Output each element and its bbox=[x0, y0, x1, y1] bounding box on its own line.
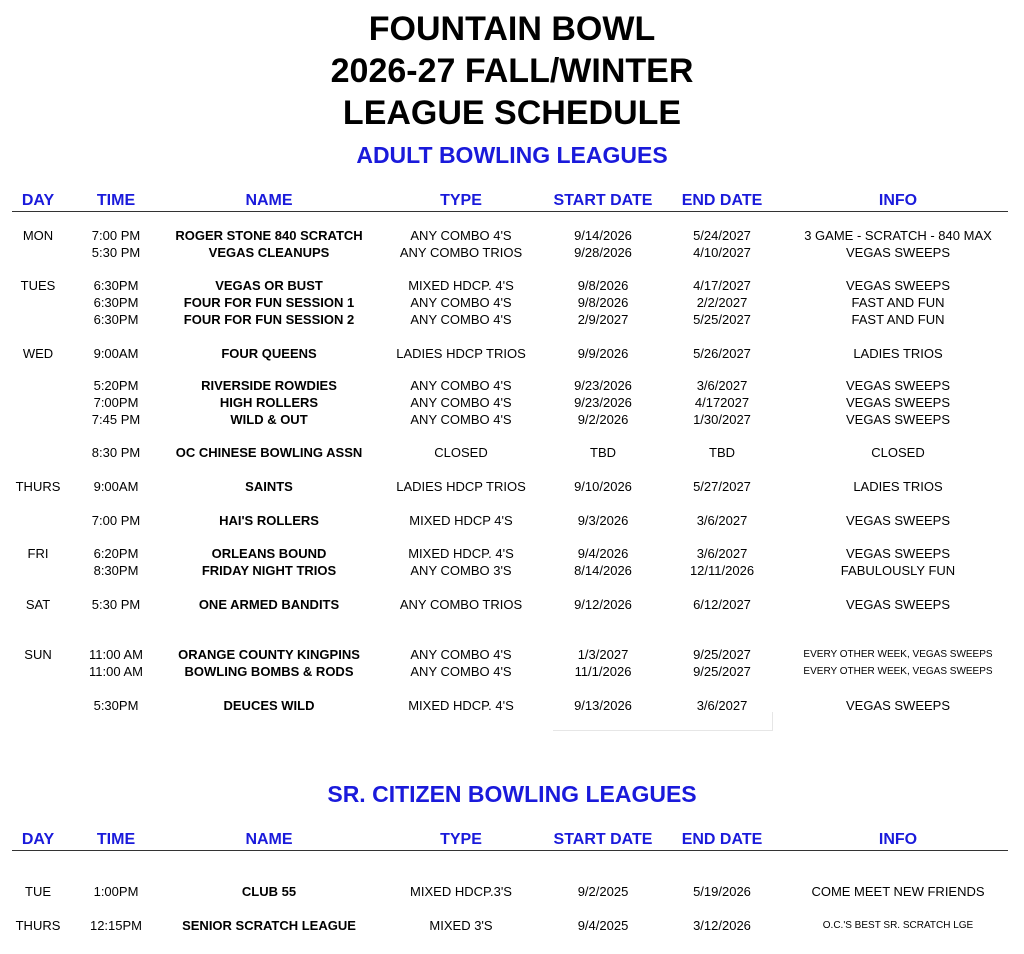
cell-start: 9/4/2026 bbox=[577, 546, 629, 561]
cell-info: VEGAS SWEEPS bbox=[845, 698, 951, 713]
column-header-name: NAME bbox=[245, 831, 293, 848]
cell-end: 5/25/2027 bbox=[693, 312, 751, 327]
cell-start: 9/8/2026 bbox=[577, 295, 629, 310]
cell-time: 5:20PM bbox=[93, 378, 139, 393]
cell-info: VEGAS SWEEPS bbox=[845, 597, 951, 612]
cell-end: 9/25/2027 bbox=[693, 664, 751, 679]
cell-name: ORANGE COUNTY KINGPINS bbox=[178, 647, 360, 662]
cell-end: 4/17/2027 bbox=[693, 278, 751, 293]
table-row bbox=[0, 478, 1024, 496]
cell-name: DEUCES WILD bbox=[223, 698, 315, 713]
column-header-time: TIME bbox=[96, 192, 136, 209]
cell-info: VEGAS SWEEPS bbox=[845, 412, 951, 427]
table-row bbox=[0, 244, 1024, 262]
cell-name: FOUR FOR FUN SESSION 1 bbox=[183, 295, 355, 310]
page-title-line-1: FOUNTAIN BOWL bbox=[368, 10, 656, 48]
cell-time: 5:30 PM bbox=[91, 597, 141, 612]
cell-name: VEGAS OR BUST bbox=[215, 278, 323, 293]
cell-end: 5/19/2026 bbox=[693, 884, 751, 899]
cell-start: 9/23/2026 bbox=[574, 378, 632, 393]
column-header-info: INFO bbox=[878, 831, 918, 848]
cell-type: MIXED 3'S bbox=[429, 918, 493, 933]
cell-type: MIXED HDCP 4'S bbox=[409, 513, 513, 528]
cell-end: TBD bbox=[709, 445, 735, 460]
cell-start: 9/14/2026 bbox=[574, 228, 632, 243]
cell-end: 6/12/2027 bbox=[693, 597, 751, 612]
table-row bbox=[0, 345, 1024, 363]
cell-name: HIGH ROLLERS bbox=[219, 395, 319, 410]
cell-type: ANY COMBO 4'S bbox=[410, 295, 512, 310]
cell-time: 9:00AM bbox=[93, 346, 139, 361]
column-header-day: DAY bbox=[21, 192, 55, 209]
cell-border-artifact bbox=[553, 712, 773, 731]
cell-day: FRI bbox=[27, 546, 49, 561]
cell-end: 5/27/2027 bbox=[693, 479, 751, 494]
cell-info: VEGAS SWEEPS bbox=[845, 513, 951, 528]
table-row bbox=[0, 444, 1024, 462]
column-header-end-date: END DATE bbox=[681, 192, 763, 209]
table-row bbox=[0, 697, 1024, 715]
cell-start: 9/23/2026 bbox=[574, 395, 632, 410]
cell-info: LADIES TRIOS bbox=[853, 346, 943, 361]
cell-info: CLOSED bbox=[871, 445, 925, 460]
cell-time: 12:15PM bbox=[89, 918, 143, 933]
cell-info: VEGAS SWEEPS bbox=[845, 378, 951, 393]
cell-name: FOUR QUEENS bbox=[221, 346, 317, 361]
cell-start: 1/3/2027 bbox=[577, 647, 629, 662]
cell-time: 7:00 PM bbox=[91, 228, 141, 243]
cell-end: 5/26/2027 bbox=[693, 346, 751, 361]
table-row bbox=[0, 917, 1024, 935]
senior-section-heading: SR. CITIZEN BOWLING LEAGUES bbox=[327, 781, 697, 807]
cell-time: 9:00AM bbox=[93, 479, 139, 494]
cell-start: 2/9/2027 bbox=[577, 312, 629, 327]
cell-start: 9/4/2025 bbox=[577, 918, 629, 933]
cell-time: 11:00 AM bbox=[89, 647, 143, 662]
cell-day: SUN bbox=[24, 647, 52, 662]
cell-time: 5:30 PM bbox=[91, 245, 141, 260]
cell-info: O.C.'S BEST SR. SCRATCH LGE bbox=[822, 920, 974, 931]
cell-name: OC CHINESE BOWLING ASSN bbox=[175, 445, 363, 460]
cell-type: ANY COMBO 4'S bbox=[410, 378, 512, 393]
cell-time: 7:00 PM bbox=[91, 513, 141, 528]
cell-time: 8:30PM bbox=[93, 563, 139, 578]
cell-name: SENIOR SCRATCH LEAGUE bbox=[182, 918, 356, 933]
cell-info: FAST AND FUN bbox=[851, 312, 945, 327]
cell-end: 5/24/2027 bbox=[693, 228, 751, 243]
cell-time: 7:00PM bbox=[93, 395, 139, 410]
cell-start: 9/2/2026 bbox=[577, 412, 629, 427]
cell-start: 8/14/2026 bbox=[574, 563, 632, 578]
cell-type: ANY COMBO 4'S bbox=[410, 647, 512, 662]
table-row bbox=[0, 545, 1024, 563]
column-header-start-date: START DATE bbox=[553, 831, 653, 848]
cell-name: BOWLING BOMBS & RODS bbox=[184, 664, 354, 679]
cell-start: 9/12/2026 bbox=[574, 597, 632, 612]
cell-info: VEGAS SWEEPS bbox=[845, 245, 951, 260]
cell-time: 8:30 PM bbox=[91, 445, 141, 460]
cell-type: ANY COMBO 4'S bbox=[410, 664, 512, 679]
cell-day: MON bbox=[22, 228, 54, 243]
cell-name: HAI'S ROLLERS bbox=[219, 513, 319, 528]
cell-name: WILD & OUT bbox=[230, 412, 308, 427]
cell-end: 1/30/2027 bbox=[693, 412, 751, 427]
cell-info: VEGAS SWEEPS bbox=[845, 546, 951, 561]
cell-type: MIXED HDCP. 4'S bbox=[408, 278, 514, 293]
cell-info: EVERY OTHER WEEK, VEGAS SWEEPS bbox=[803, 649, 993, 660]
column-header-time: TIME bbox=[96, 831, 136, 848]
cell-end: 3/6/2027 bbox=[696, 378, 748, 393]
adult-header-rule bbox=[12, 211, 1008, 212]
adult-table-header bbox=[0, 192, 1024, 212]
column-header-name: NAME bbox=[245, 192, 293, 209]
cell-name: FRIDAY NIGHT TRIOS bbox=[201, 563, 337, 578]
column-header-start-date: START DATE bbox=[553, 192, 653, 209]
cell-start: 9/3/2026 bbox=[577, 513, 629, 528]
cell-info: LADIES TRIOS bbox=[853, 479, 943, 494]
cell-start: 9/8/2026 bbox=[577, 278, 629, 293]
cell-end: 9/25/2027 bbox=[693, 647, 751, 662]
table-row bbox=[0, 394, 1024, 412]
table-row bbox=[0, 883, 1024, 901]
table-row bbox=[0, 596, 1024, 614]
cell-time: 6:30PM bbox=[93, 312, 139, 327]
cell-time: 1:00PM bbox=[93, 884, 139, 899]
cell-time: 7:45 PM bbox=[91, 412, 141, 427]
cell-info: VEGAS SWEEPS bbox=[845, 278, 951, 293]
cell-end: 2/2/2027 bbox=[696, 295, 748, 310]
cell-info: 3 GAME - SCRATCH - 840 MAX bbox=[804, 228, 992, 243]
cell-info: FAST AND FUN bbox=[851, 295, 945, 310]
cell-info: FABULOUSLY FUN bbox=[840, 563, 956, 578]
table-row bbox=[0, 512, 1024, 530]
senior-header-rule bbox=[12, 850, 1008, 851]
cell-time: 6:30PM bbox=[93, 295, 139, 310]
cell-time: 11:00 AM bbox=[89, 664, 143, 679]
cell-end: 3/6/2027 bbox=[696, 513, 748, 528]
cell-type: ANY COMBO TRIOS bbox=[399, 245, 523, 260]
cell-type: ANY COMBO 3'S bbox=[410, 563, 512, 578]
senior-table-header bbox=[0, 831, 1024, 851]
cell-time: 5:30PM bbox=[93, 698, 139, 713]
cell-start: 9/13/2026 bbox=[574, 698, 632, 713]
cell-day: THURS bbox=[15, 918, 61, 933]
cell-type: ANY COMBO TRIOS bbox=[399, 597, 523, 612]
cell-type: MIXED HDCP. 4'S bbox=[408, 546, 514, 561]
cell-name: ROGER STONE 840 SCRATCH bbox=[175, 228, 363, 243]
cell-name: ORLEANS BOUND bbox=[211, 546, 327, 561]
column-header-type: TYPE bbox=[440, 192, 482, 209]
table-row bbox=[0, 311, 1024, 329]
table-row bbox=[0, 663, 1024, 681]
cell-day: TUES bbox=[20, 278, 56, 293]
cell-name: VEGAS CLEANUPS bbox=[208, 245, 330, 260]
cell-start: 11/1/2026 bbox=[574, 664, 632, 679]
cell-name: ONE ARMED BANDITS bbox=[198, 597, 340, 612]
cell-name: CLUB 55 bbox=[241, 884, 297, 899]
cell-name: FOUR FOR FUN SESSION 2 bbox=[183, 312, 355, 327]
cell-type: LADIES HDCP TRIOS bbox=[396, 346, 526, 361]
cell-start: 9/2/2025 bbox=[577, 884, 629, 899]
column-header-info: INFO bbox=[878, 192, 918, 209]
cell-end: 4/10/2027 bbox=[693, 245, 751, 260]
cell-end: 3/6/2027 bbox=[696, 698, 748, 713]
cell-type: MIXED HDCP.3'S bbox=[410, 884, 512, 899]
cell-start: 9/9/2026 bbox=[577, 346, 629, 361]
page-title-line-3: LEAGUE SCHEDULE bbox=[342, 94, 682, 132]
cell-info: VEGAS SWEEPS bbox=[845, 395, 951, 410]
cell-end: 3/6/2027 bbox=[696, 546, 748, 561]
cell-start: 9/10/2026 bbox=[574, 479, 632, 494]
table-row bbox=[0, 277, 1024, 295]
table-row bbox=[0, 411, 1024, 429]
cell-type: MIXED HDCP. 4'S bbox=[408, 698, 514, 713]
cell-start: TBD bbox=[590, 445, 616, 460]
cell-info: COME MEET NEW FRIENDS bbox=[811, 884, 985, 899]
cell-name: SAINTS bbox=[245, 479, 293, 494]
cell-end: 4/172027 bbox=[694, 395, 750, 410]
table-row bbox=[0, 562, 1024, 580]
cell-start: 9/28/2026 bbox=[574, 245, 632, 260]
column-header-day: DAY bbox=[21, 831, 55, 848]
cell-time: 6:30PM bbox=[93, 278, 139, 293]
cell-type: CLOSED bbox=[434, 445, 488, 460]
cell-day: WED bbox=[22, 346, 54, 361]
cell-type: ANY COMBO 4'S bbox=[410, 412, 512, 427]
page-title-line-2: 2026-27 FALL/WINTER bbox=[330, 52, 694, 90]
cell-day: SAT bbox=[25, 597, 51, 612]
adult-section-heading: ADULT BOWLING LEAGUES bbox=[356, 142, 668, 168]
cell-name: RIVERSIDE ROWDIES bbox=[201, 378, 337, 393]
table-row bbox=[0, 646, 1024, 664]
cell-day: THURS bbox=[15, 479, 61, 494]
cell-type: ANY COMBO 4'S bbox=[410, 228, 512, 243]
cell-end: 3/12/2026 bbox=[693, 918, 751, 933]
column-header-end-date: END DATE bbox=[681, 831, 763, 848]
cell-info: EVERY OTHER WEEK, VEGAS SWEEPS bbox=[803, 666, 993, 677]
cell-type: ANY COMBO 4'S bbox=[410, 312, 512, 327]
cell-time: 6:20PM bbox=[93, 546, 139, 561]
table-row bbox=[0, 377, 1024, 395]
cell-end: 12/11/2026 bbox=[689, 563, 755, 578]
cell-day: TUE bbox=[25, 884, 51, 899]
cell-type: LADIES HDCP TRIOS bbox=[396, 479, 526, 494]
column-header-type: TYPE bbox=[440, 831, 482, 848]
cell-type: ANY COMBO 4'S bbox=[410, 395, 512, 410]
table-row bbox=[0, 294, 1024, 312]
table-row bbox=[0, 227, 1024, 245]
